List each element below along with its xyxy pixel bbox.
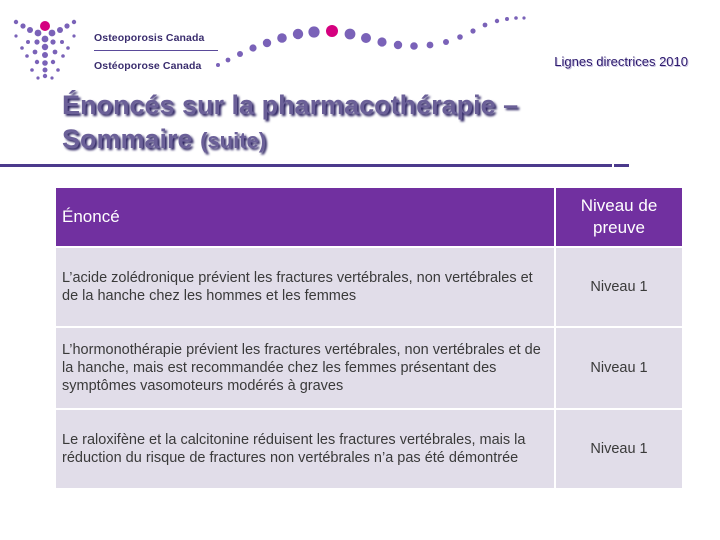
decorative-dots-band-icon	[210, 10, 540, 80]
organization-logo	[8, 12, 228, 82]
statement-cell: L’acide zolédronique prévient les fractures vertébrales, non vertébrales et de la hanche chez les hommes et les femmes	[56, 248, 554, 326]
guideline-reference: Lignes directrices 2010	[554, 54, 688, 69]
title-line-2-suffix: (suite)	[200, 128, 267, 153]
statement-cell: L’hormonothérapie prévient les fractures vertébrales, non vertébrales et de la hanche, mais est recommandée chez les femmes présentant des symptômes vasomoteurs modérés à graves	[56, 328, 554, 408]
title-line-2-main: Sommaire	[62, 124, 193, 154]
evidence-level-cell: Niveau 1	[556, 410, 682, 488]
statement-cell: Le raloxifène et la calcitonine réduisent les fractures vertébrales, mais la réduction du risque de fractures non vertébrales n’a pas été démontrée	[56, 410, 554, 488]
slide-title	[62, 88, 518, 158]
org-name-english: Osteoporosis Canada	[94, 32, 205, 44]
evidence-level-column-header: Niveau de preuve	[556, 188, 682, 246]
evidence-level-cell: Niveau 1	[556, 328, 682, 408]
title-underline-end	[614, 164, 629, 167]
table-header-row	[56, 188, 682, 246]
evidence-level-cell: Niveau 1	[556, 248, 682, 326]
table-row	[56, 410, 682, 488]
title-underline	[0, 164, 612, 167]
table-row	[56, 248, 682, 326]
org-name-french: Ostéoporose Canada	[94, 60, 202, 72]
evidence-table	[54, 186, 684, 490]
statement-column-header: Énoncé	[56, 188, 554, 246]
table-row	[56, 328, 682, 408]
org-name-divider	[94, 50, 218, 51]
title-line-1: Énoncés sur la pharmacothérapie –	[62, 90, 519, 120]
osteoporosis-canada-logo-icon	[8, 12, 82, 84]
